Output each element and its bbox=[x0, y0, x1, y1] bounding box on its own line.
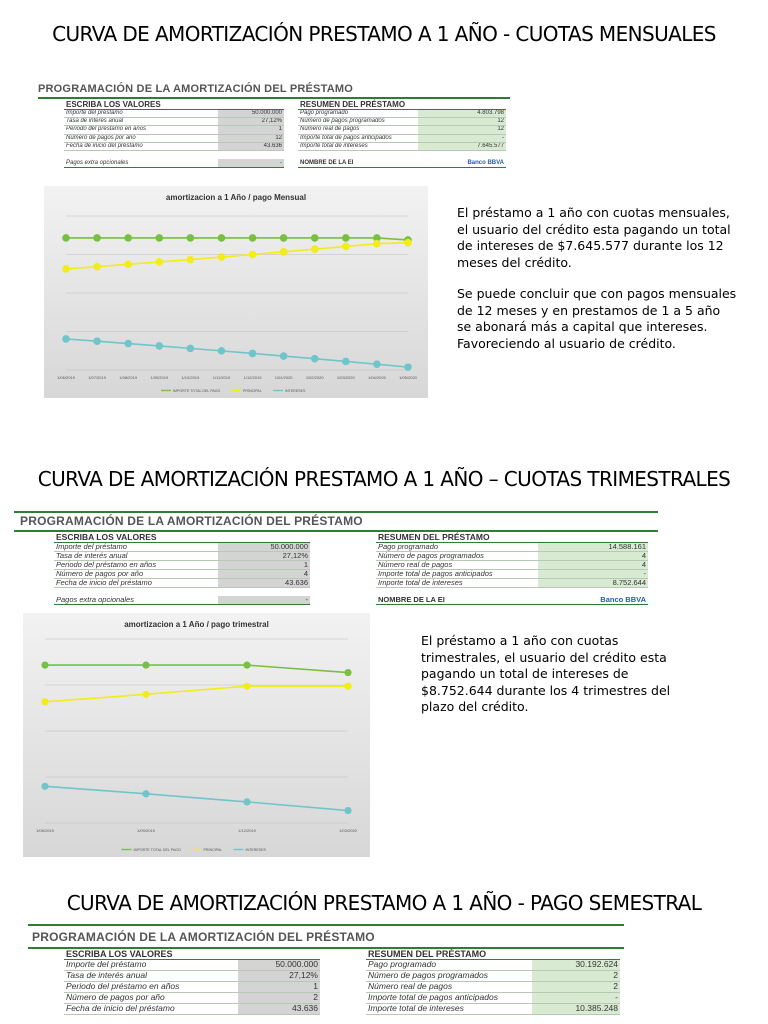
table-row bbox=[64, 982, 320, 993]
table-row bbox=[366, 982, 620, 993]
data-point bbox=[373, 240, 381, 248]
data-point bbox=[404, 363, 412, 371]
x-tick-label: 1/03/2020 bbox=[336, 375, 355, 380]
x-tick-label: 1/06/2019 bbox=[36, 828, 54, 833]
row-value: 7.645.577 bbox=[418, 143, 506, 150]
table-row bbox=[64, 118, 284, 126]
row-label: Número real de pagos bbox=[368, 982, 453, 991]
loan-summary-panel bbox=[376, 532, 648, 605]
x-tick-label: 1/11/2019 bbox=[212, 375, 231, 380]
row-value: 4 bbox=[538, 561, 648, 569]
table-row bbox=[366, 971, 620, 982]
amortization-table-quarterly bbox=[14, 511, 658, 607]
row-label: Número de pagos por año bbox=[66, 993, 165, 1002]
row-label: Tasa de interés anual bbox=[56, 552, 128, 560]
row-value[interactable]: 27,12% bbox=[218, 552, 310, 560]
table-top-rule bbox=[14, 511, 658, 513]
data-point bbox=[62, 265, 70, 273]
row-value: 8.752.644 bbox=[538, 579, 648, 587]
x-tick-label: 1/02/2020 bbox=[305, 375, 324, 380]
input-values-rows bbox=[54, 543, 310, 588]
data-point bbox=[187, 345, 195, 353]
x-tick-label: 1/10/2019 bbox=[181, 375, 200, 380]
note-line: El préstamo a 1 año con cuotas bbox=[421, 633, 619, 648]
x-tick-label: 1/06/2019 bbox=[57, 375, 75, 380]
extra-payments-label: Pagos extra opcionales bbox=[66, 159, 129, 166]
table-row bbox=[366, 993, 620, 1004]
note-line: de 12 meses y en prestamos de 1 a 5 año bbox=[457, 302, 721, 318]
x-tick-label: 1/12/2019 bbox=[238, 828, 256, 833]
data-point bbox=[344, 669, 351, 676]
input-values-header: ESCRIBA LOS VALORES bbox=[64, 100, 284, 110]
row-value: 4.803.798 bbox=[418, 110, 506, 117]
legend-label: INTERESES bbox=[245, 848, 266, 852]
row-value[interactable]: 50.000.000 bbox=[238, 960, 320, 970]
row-label: Periodo del préstamo en años bbox=[66, 126, 147, 133]
data-point bbox=[142, 790, 149, 797]
row-value: 30.192.624 bbox=[532, 960, 620, 970]
row-label: Número real de pagos bbox=[300, 126, 360, 133]
row-value[interactable]: 50.000.000 bbox=[218, 543, 310, 551]
legend-label: INTERESES bbox=[285, 389, 306, 393]
x-tick-label: 1/05/2020 bbox=[399, 375, 417, 380]
table-row bbox=[376, 570, 648, 579]
row-label: Importe del préstamo bbox=[66, 110, 123, 116]
legend-label: PRINCIPAL bbox=[243, 389, 262, 393]
data-point bbox=[311, 245, 319, 253]
data-point bbox=[342, 358, 350, 366]
input-values-panel bbox=[54, 532, 310, 605]
data-point bbox=[218, 253, 226, 261]
data-point bbox=[342, 243, 350, 251]
bank-name-value[interactable]: Banco BBVA bbox=[467, 159, 504, 166]
row-label: Periodo del préstamo en años bbox=[56, 561, 157, 569]
row-label: Importe total de intereses bbox=[368, 1004, 464, 1013]
amortization-table-monthly bbox=[38, 83, 510, 183]
row-value[interactable]: 4 bbox=[218, 570, 310, 578]
note-line: El préstamo a 1 año con cuotas mensuales, bbox=[457, 205, 730, 220]
table-row bbox=[64, 960, 320, 971]
row-label: Importe total de pagos anticipados bbox=[368, 993, 498, 1002]
data-point bbox=[142, 691, 149, 698]
chart-title: amortizacion a 1 Año / pago Mensual bbox=[165, 193, 307, 202]
row-label: Tasa de interés anual bbox=[66, 971, 147, 980]
note-line: Favoreciendo al usuario de crédito. bbox=[457, 335, 676, 351]
table-row bbox=[54, 543, 310, 552]
note-line: Se puede concluir que con pagos mensuales bbox=[457, 286, 737, 301]
table-row bbox=[54, 579, 310, 588]
loan-summary-rows bbox=[366, 960, 620, 1015]
entity-name-row bbox=[376, 596, 648, 605]
data-point bbox=[344, 807, 351, 814]
data-point bbox=[124, 234, 132, 242]
table-row bbox=[64, 110, 284, 118]
legend-label: IMPORTE TOTAL DEL PAGO bbox=[173, 389, 221, 393]
row-label: Número de pagos por año bbox=[56, 570, 144, 578]
row-label: Importe total de pagos anticipados bbox=[300, 134, 392, 141]
table-row bbox=[298, 143, 506, 151]
data-point bbox=[41, 783, 48, 790]
table-row bbox=[366, 960, 620, 971]
data-point bbox=[41, 698, 48, 705]
row-label: Importe total de pagos anticipados bbox=[378, 570, 493, 578]
data-point bbox=[155, 258, 163, 266]
extra-payments-row bbox=[64, 159, 284, 168]
loan-summary-rows bbox=[298, 110, 506, 151]
data-point bbox=[249, 251, 257, 259]
table-top-rule bbox=[28, 924, 624, 926]
extra-payments-row bbox=[54, 596, 310, 605]
series-line bbox=[66, 339, 408, 367]
table-row bbox=[54, 570, 310, 579]
input-values-panel bbox=[64, 949, 320, 1015]
input-values-header: ESCRIBA LOS VALORES bbox=[64, 949, 320, 960]
section-title-quarterly: CURVA DE AMORTIZACIÓN PRESTAMO A 1 AÑO – CUOTAS TRIMESTRALES bbox=[37, 467, 731, 491]
loan-summary-header: RESUMEN DEL PRÉSTAMO bbox=[376, 532, 648, 543]
row-label: Importe total de intereses bbox=[300, 142, 368, 149]
amortization-table-semester bbox=[28, 924, 624, 1024]
table-title: PROGRAMACIÓN DE LA AMORTIZACIÓN DEL PRÉSTAMO bbox=[32, 930, 375, 944]
series-line bbox=[45, 665, 348, 672]
row-label: Fecha de inicio del préstamo bbox=[56, 579, 152, 587]
data-point bbox=[218, 234, 226, 242]
table-row bbox=[366, 1004, 620, 1015]
series-line bbox=[66, 243, 408, 269]
row-label: Importe total de intereses bbox=[378, 579, 463, 587]
data-point bbox=[280, 352, 288, 360]
x-tick-label: 1/09/2019 bbox=[137, 828, 155, 833]
monthly-note-paragraph-2 bbox=[457, 286, 736, 352]
row-value: - bbox=[538, 570, 648, 578]
row-value[interactable]: 1 bbox=[218, 561, 310, 569]
section-title-semester: CURVA DE AMORTIZACIÓN PRESTAMO A 1 AÑO - PAGO SEMESTRAL bbox=[66, 891, 702, 915]
x-tick-label: 1/07/2019 bbox=[88, 375, 106, 380]
data-point bbox=[344, 683, 351, 690]
table-top-rule bbox=[38, 97, 510, 99]
quarterly-note-paragraph bbox=[421, 633, 670, 716]
data-point bbox=[404, 239, 412, 247]
note-line: trimestrales, el usuario del crédito esta bbox=[421, 649, 667, 665]
data-point bbox=[311, 355, 319, 363]
chart-title: amortizacion a 1 Año / pago trimestral bbox=[124, 620, 269, 629]
section-title-monthly: CURVA DE AMORTIZACIÓN PRESTAMO A 1 AÑO - CUOTAS MENSUALES bbox=[52, 22, 716, 46]
extra-payments-label: Pagos extra opcionales bbox=[56, 595, 134, 604]
series-line bbox=[66, 238, 408, 240]
data-point bbox=[187, 234, 195, 242]
table-title: PROGRAMACIÓN DE LA AMORTIZACIÓN DEL PRÉSTAMO bbox=[38, 83, 353, 95]
table-row bbox=[64, 993, 320, 1004]
row-label: Pago programado bbox=[368, 960, 437, 969]
data-point bbox=[249, 350, 257, 358]
data-point bbox=[342, 234, 350, 242]
data-point bbox=[155, 342, 163, 350]
data-point bbox=[218, 347, 226, 355]
entity-name-label: NOMBRE DE LA EI bbox=[378, 595, 445, 604]
note-line: pagando un total de intereses de bbox=[421, 666, 629, 681]
row-value[interactable]: 43.636 bbox=[218, 579, 310, 587]
loan-summary-panel bbox=[366, 949, 620, 1015]
extra-payments-value[interactable]: - bbox=[218, 159, 284, 167]
note-line: meses del crédito. bbox=[457, 254, 572, 270]
row-label: Número de pagos programados bbox=[378, 552, 484, 560]
loan-summary-panel bbox=[298, 100, 506, 168]
table-row bbox=[64, 143, 284, 151]
row-value: 14.588.161 bbox=[538, 543, 648, 551]
row-label: Fecha de inicio del préstamo bbox=[66, 142, 143, 149]
data-point bbox=[311, 234, 319, 242]
data-point bbox=[243, 798, 250, 805]
table-title: PROGRAMACIÓN DE LA AMORTIZACIÓN DEL PRÉSTAMO bbox=[20, 514, 363, 528]
data-point bbox=[373, 360, 381, 368]
table-row bbox=[64, 1004, 320, 1015]
row-label: Tasa de interés anual bbox=[66, 118, 124, 125]
table-row bbox=[54, 561, 310, 570]
row-label: Importe del préstamo bbox=[66, 960, 147, 969]
data-point bbox=[124, 340, 132, 348]
row-label: Pago programado bbox=[378, 543, 439, 551]
row-value[interactable]: 43.636 bbox=[218, 143, 284, 150]
table-row bbox=[64, 135, 284, 143]
table-row bbox=[376, 561, 648, 570]
note-line: plazo del crédito. bbox=[421, 699, 529, 714]
x-tick-label: 1/03/2020 bbox=[339, 828, 357, 833]
entity-name-row bbox=[298, 159, 506, 168]
row-value[interactable]: 27,12% bbox=[218, 118, 284, 125]
loan-summary-rows bbox=[376, 543, 648, 588]
input-values-rows bbox=[64, 960, 320, 1015]
data-point bbox=[280, 234, 288, 242]
input-values-panel bbox=[64, 100, 284, 168]
row-label: Periodo del préstamo en años bbox=[66, 982, 180, 991]
row-value[interactable]: 2 bbox=[238, 993, 320, 1003]
x-tick-label: 1/04/2020 bbox=[368, 375, 386, 380]
row-label: Número de pagos programados bbox=[300, 118, 385, 125]
row-value: - bbox=[532, 993, 620, 1003]
note-line: de intereses de $7.645.577 durante los 12 bbox=[457, 238, 724, 253]
table-row bbox=[64, 971, 320, 982]
table-row bbox=[376, 552, 648, 561]
data-point bbox=[93, 263, 101, 271]
table-row bbox=[64, 126, 284, 134]
row-value: 4 bbox=[538, 552, 648, 560]
entity-name-label: NOMBRE DE LA EI bbox=[300, 159, 354, 166]
data-point bbox=[243, 683, 250, 690]
data-point bbox=[124, 261, 132, 269]
table-row bbox=[298, 126, 506, 134]
monthly-note-paragraph-1 bbox=[457, 205, 736, 271]
row-value: - bbox=[418, 135, 506, 142]
data-point bbox=[187, 256, 195, 264]
table-row bbox=[298, 118, 506, 126]
monthly-explanation bbox=[457, 205, 736, 352]
data-point bbox=[249, 234, 257, 242]
note-line: el usuario del crédito esta pagando un total bbox=[457, 221, 731, 237]
table-row bbox=[298, 135, 506, 143]
row-label: Pago programado bbox=[300, 110, 349, 116]
row-value[interactable]: 1 bbox=[218, 126, 284, 133]
x-tick-label: 1/09/2019 bbox=[150, 375, 169, 380]
row-label: Número de pagos programados bbox=[368, 971, 489, 980]
data-point bbox=[62, 234, 70, 242]
row-value[interactable]: 1 bbox=[238, 982, 320, 992]
row-value[interactable]: 50.000.000 bbox=[218, 110, 284, 117]
data-point bbox=[243, 662, 250, 669]
table-row bbox=[376, 579, 648, 588]
loan-summary-header: RESUMEN DEL PRÉSTAMO bbox=[298, 100, 506, 110]
quarterly-explanation bbox=[421, 633, 670, 716]
x-tick-label: 1/01/2020 bbox=[274, 375, 293, 380]
quarterly-chart-svg bbox=[23, 613, 370, 857]
series-line bbox=[45, 786, 348, 810]
data-point bbox=[41, 662, 48, 669]
x-tick-label: 1/12/2019 bbox=[243, 375, 262, 380]
row-value: 12 bbox=[418, 126, 506, 133]
x-tick-label: 1/08/2019 bbox=[119, 375, 138, 380]
data-point bbox=[93, 337, 101, 345]
input-values-header: ESCRIBA LOS VALORES bbox=[54, 532, 310, 543]
row-value[interactable]: 27,12% bbox=[238, 971, 320, 981]
data-point bbox=[155, 234, 163, 242]
row-value: 2 bbox=[532, 982, 620, 992]
row-label: Número de pagos por año bbox=[66, 134, 136, 141]
legend-label: IMPORTE TOTAL DEL PAGO bbox=[133, 848, 181, 852]
monthly-chart-svg bbox=[44, 186, 428, 398]
table-row bbox=[54, 552, 310, 561]
row-label: Importe del préstamo bbox=[56, 543, 127, 551]
table-row bbox=[298, 110, 506, 118]
extra-payments-value[interactable]: - bbox=[218, 596, 310, 604]
row-value[interactable]: 43.636 bbox=[238, 1004, 320, 1014]
series-line bbox=[45, 686, 348, 702]
bank-name-value[interactable]: Banco BBVA bbox=[600, 595, 646, 604]
row-label: Número real de pagos bbox=[378, 561, 453, 569]
row-value[interactable]: 12 bbox=[218, 135, 284, 142]
legend-label: PRINCIPAL bbox=[203, 848, 223, 852]
row-label: Fecha de inicio del préstamo bbox=[66, 1004, 175, 1013]
monthly-amortization-chart bbox=[44, 186, 428, 398]
loan-summary-header: RESUMEN DEL PRÉSTAMO bbox=[366, 949, 620, 960]
table-row bbox=[376, 543, 648, 552]
data-point bbox=[280, 248, 288, 256]
data-point bbox=[93, 234, 101, 242]
row-value: 2 bbox=[532, 971, 620, 981]
input-values-rows bbox=[64, 110, 284, 151]
note-line: se abonará más a capital que intereses. bbox=[457, 319, 708, 334]
row-value: 12 bbox=[418, 118, 506, 125]
quarterly-amortization-chart bbox=[23, 613, 370, 857]
data-point bbox=[142, 662, 149, 669]
note-line: $8.752.644 durante los 4 trimestres del bbox=[421, 682, 671, 698]
data-point bbox=[62, 335, 70, 343]
row-value: 10.385.248 bbox=[532, 1004, 620, 1014]
